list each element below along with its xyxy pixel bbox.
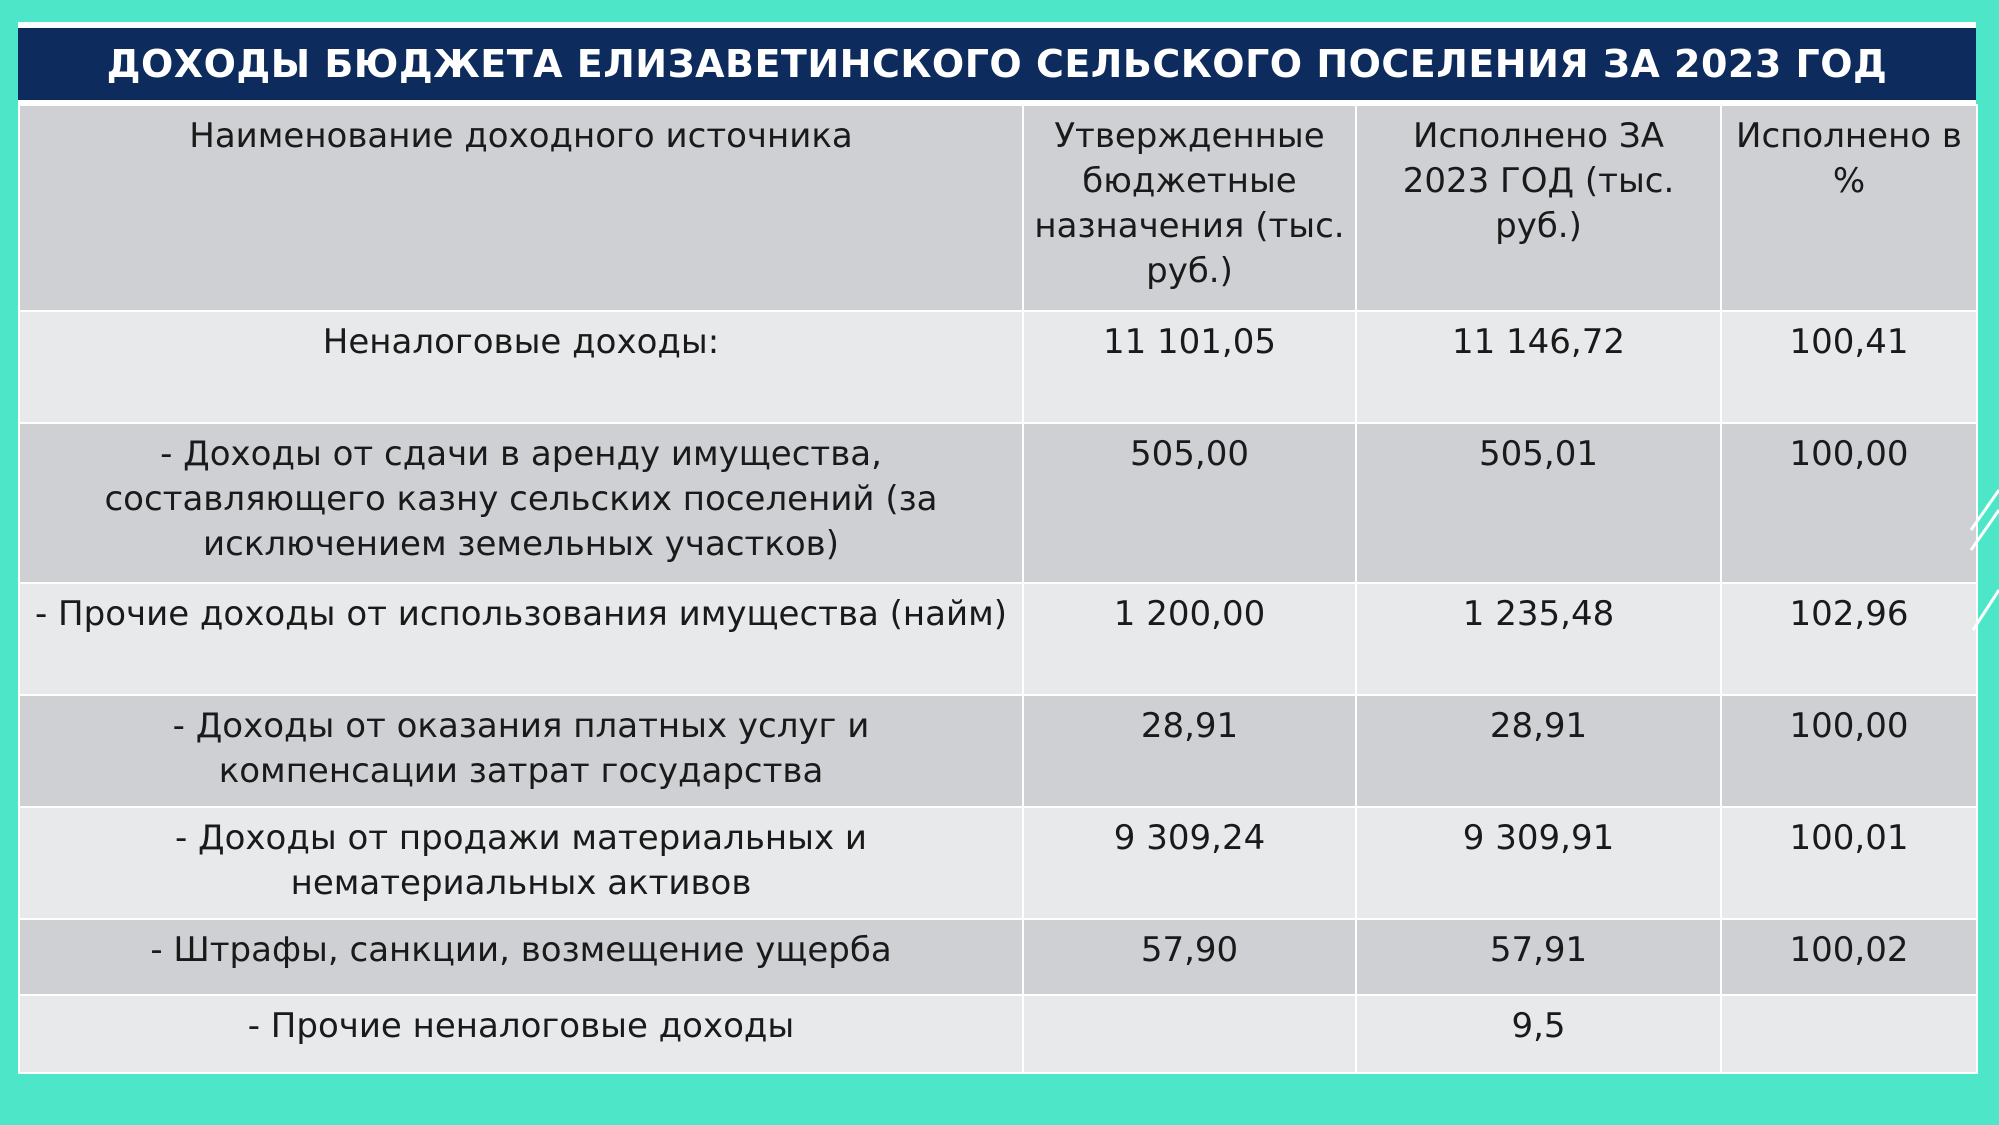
header-percent: Исполнено в % — [1721, 105, 1977, 311]
decorative-lines — [1969, 470, 1999, 650]
cell-percent: 102,96 — [1721, 583, 1977, 695]
cell-percent: 100,00 — [1721, 695, 1977, 807]
cell-percent: 100,41 — [1721, 311, 1977, 423]
cell-name: - Прочие неналоговые доходы — [19, 995, 1023, 1073]
cell-executed: 505,01 — [1356, 423, 1721, 583]
revenue-table — [18, 104, 1978, 1074]
cell-name: - Доходы от сдачи в аренду имущества, составляющего казну сельских поселений (за исключением земельных участков) — [19, 423, 1023, 583]
cell-percent — [1721, 995, 1977, 1073]
table-header-row — [19, 105, 1977, 311]
cell-percent: 100,02 — [1721, 919, 1977, 995]
cell-approved: 1 200,00 — [1023, 583, 1356, 695]
table-row — [19, 311, 1977, 423]
cell-executed: 1 235,48 — [1356, 583, 1721, 695]
table-row — [19, 423, 1977, 583]
cell-executed: 9 309,91 — [1356, 807, 1721, 919]
cell-executed: 11 146,72 — [1356, 311, 1721, 423]
table-row — [19, 919, 1977, 995]
header-source-name: Наименование доходного источника — [19, 105, 1023, 311]
cell-approved: 9 309,24 — [1023, 807, 1356, 919]
cell-executed: 28,91 — [1356, 695, 1721, 807]
cell-name: - Доходы от оказания платных услуг и компенсации затрат государства — [19, 695, 1023, 807]
cell-name: - Прочие доходы от использования имущества (найм) — [19, 583, 1023, 695]
cell-executed: 57,91 — [1356, 919, 1721, 995]
header-approved: Утвержденные бюджетные назначения (тыс. руб.) — [1023, 105, 1356, 311]
cell-approved — [1023, 995, 1356, 1073]
cell-name: - Доходы от продажи материальных и нематериальных активов — [19, 807, 1023, 919]
cell-percent: 100,01 — [1721, 807, 1977, 919]
cell-approved: 11 101,05 — [1023, 311, 1356, 423]
cell-name: - Штрафы, санкции, возмещение ущерба — [19, 919, 1023, 995]
table-row — [19, 807, 1977, 919]
table-row — [19, 995, 1977, 1073]
header-executed: Исполнено ЗА 2023 ГОД (тыс. руб.) — [1356, 105, 1721, 311]
cell-percent: 100,00 — [1721, 423, 1977, 583]
slide-title: ДОХОДЫ БЮДЖЕТА ЕЛИЗАВЕТИНСКОГО СЕЛЬСКОГО ПОСЕЛЕНИЯ ЗА 2023 ГОД — [18, 28, 1976, 100]
cell-approved: 505,00 — [1023, 423, 1356, 583]
cell-approved: 57,90 — [1023, 919, 1356, 995]
cell-approved: 28,91 — [1023, 695, 1356, 807]
table-row — [19, 695, 1977, 807]
cell-name: Неналоговые доходы: — [19, 311, 1023, 423]
table-row — [19, 583, 1977, 695]
cell-executed: 9,5 — [1356, 995, 1721, 1073]
